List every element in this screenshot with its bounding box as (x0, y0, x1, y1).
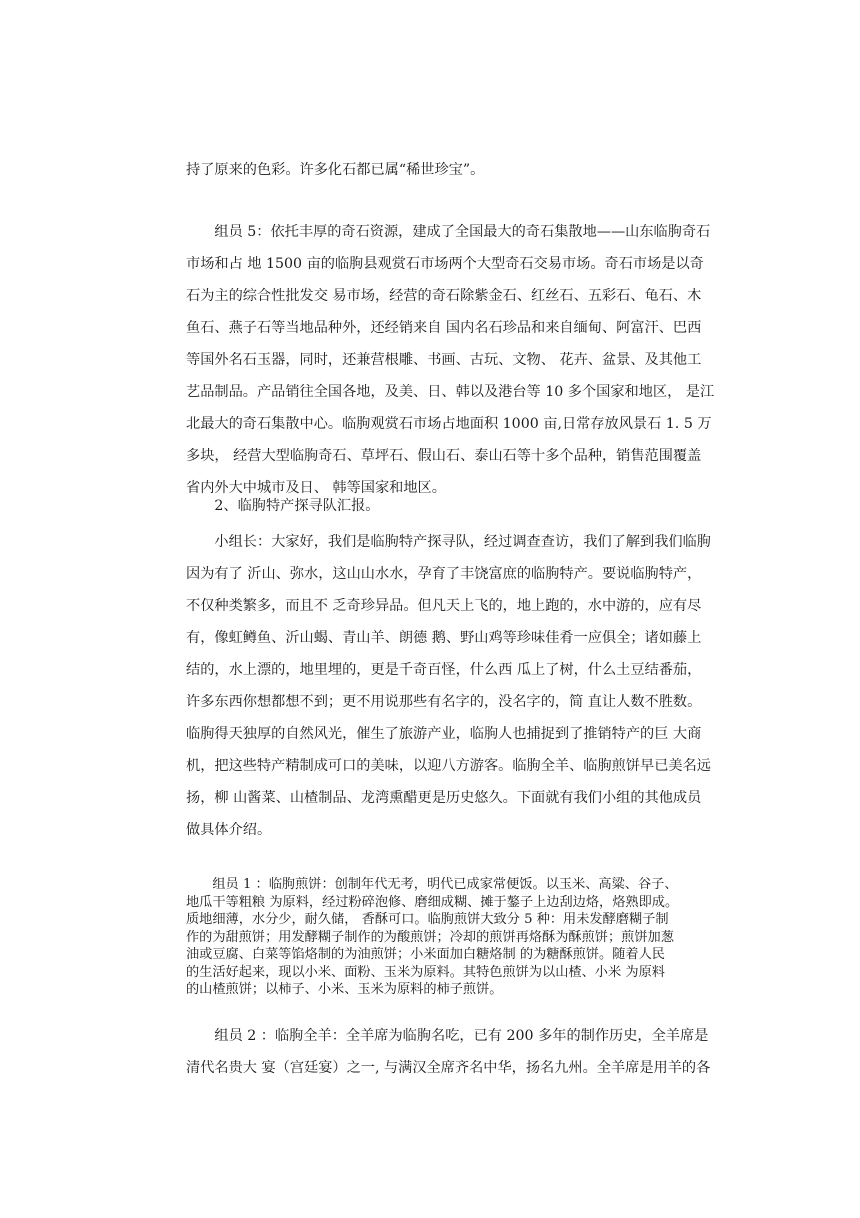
paragraph-member-5-stone-market (186, 216, 715, 504)
text-line: 省内外大中城市及日、 韩等国家和地区。 (186, 480, 446, 496)
text-line: 2、临朐特产探寻队汇报。 (186, 498, 380, 514)
text-line: 机，把这些特产精制成可口的美味，以迎八方游客。临朐全羊、临朐煎饼早已美名远 (186, 758, 711, 774)
text-line: 艺品制品。产品销往全国各地，及美、日、韩以及港台等 10 多个国家和地区， 是江 (186, 384, 715, 400)
text-line: 临朐得天独厚的自然风光，催生了旅游产业，临朐人也捕捉到了推销特产的巨 大商 (186, 726, 702, 742)
text-line: 的生活好起来，现以小米、面粉、玉米为原料。其特色煎饼为以山楂、小米 为原料 (186, 964, 665, 980)
text-line: 鱼石、燕子石等当地品种外，还经销来自 国内名石珍品和来自缅甸、阿富汗、巴西 (186, 320, 702, 336)
text-line: 有，像虹鳟鱼、沂山蝎、青山羊、朗德 鹅、野山鸡等珍味佳肴一应俱全；诸如藤上 (186, 630, 702, 646)
text-line: 许多东西你想都想不到；更不用说那些有名字的，没名字的，简 直让人数不胜数。 (186, 694, 702, 710)
text-line: 清代名贵大 宴（宫廷宴）之一, 与满汉全席齐名中华，扬名九州。全羊席是用羊的各 (186, 1060, 711, 1076)
text-line: 作的为甜煎饼；用发酵糊子制作的为酸煎饼；冷却的煎饼再烙酥为酥煎饼；煎饼加葱 (186, 929, 674, 945)
text-line: 地瓜干等粗粮 为原料，经过粉碎泡修、磨细成糊、摊于鏊子上边刮边烙，烙熟即成。 (186, 894, 679, 910)
paragraph-member-2-whole-lamb (186, 1020, 711, 1084)
text-line: 市场和占 地 1500 亩的临朐县观赏石市场两个大型奇石交易市场。奇石市场是以奇 (186, 256, 704, 272)
text-line: 多块， 经营大型临朐奇石、草坪石、假山石、泰山石等十多个品种，销售范围覆盖 (186, 448, 702, 464)
text-line: 北最大的奇石集散中心。临朐观赏石市场占地面积 1000 亩,日常存放风景石 1. 5 万 (186, 416, 712, 432)
text-line: 质地细薄，水分少，耐久储， 香酥可口。临朐煎饼大致分 5 种：用未发酵磨糊子制 (186, 912, 669, 927)
paragraph-team-leader (186, 526, 711, 846)
text-line: 组员 2 ：临朐全羊：全羊席为临朐名吃，已有 200 多年的制作历史，全羊席是 (186, 1028, 709, 1044)
paragraph-fossil-ending (186, 154, 678, 186)
text-line: 扬，柳 山酱菜、山楂制品、龙湾熏醋更是历史悠久。下面就有我们小组的其他成员 (186, 790, 702, 806)
paragraph-member-1-pancake (186, 876, 678, 999)
text-line: 组员 1 ：临朐煎饼：创制年代无考，明代已成家常便饭。以玉米、高粱、谷子、 (186, 877, 678, 892)
text-line: 因为有了 沂山、弥水，这山山水水，孕育了丰饶富庶的临朐特产。要说临朐特产， (186, 566, 702, 582)
text-line: 不仅种类繁多，而且不 乏奇珍异品。但凡天上飞的，地上跑的，水中游的，应有尽 (186, 598, 702, 614)
text-line: 持了原来的色彩。许多化石都已属“稀世珍宝”。 (186, 162, 485, 178)
section-heading-specialty-team (186, 490, 678, 522)
text-line: 小组长：大家好，我们是临朐特产探寻队，经过调查查访，我们了解到我们临朐 (186, 534, 711, 550)
text-line: 结的，水上漂的，地里埋的，更是千奇百怪，什么西 瓜上了树，什么土豆结番茄， (186, 662, 702, 678)
text-line: 石为主的综合性批发交 易市场，经营的奇石除紫金石、红丝石、五彩石、龟石、木 (186, 288, 702, 304)
text-line: 做具体介绍。 (186, 822, 272, 838)
text-line: 组员 5：依托丰厚的奇石资源，建成了全国最大的奇石集散地——山东临朐奇石 (186, 224, 711, 240)
text-line: 的山楂煎饼；以柿子、小米、玉米为原料的柿子煎饼。 (186, 982, 503, 997)
text-line: 等国外名石玉器，同时，还兼营根雕、书画、古玩、文物、 花卉、盆景、及其他工 (186, 352, 702, 368)
text-line: 油或豆腐、白菜等馅烙制的为油煎饼；小米面加白糖烙制 的为糖酥煎饼。随着人民 (186, 947, 665, 962)
